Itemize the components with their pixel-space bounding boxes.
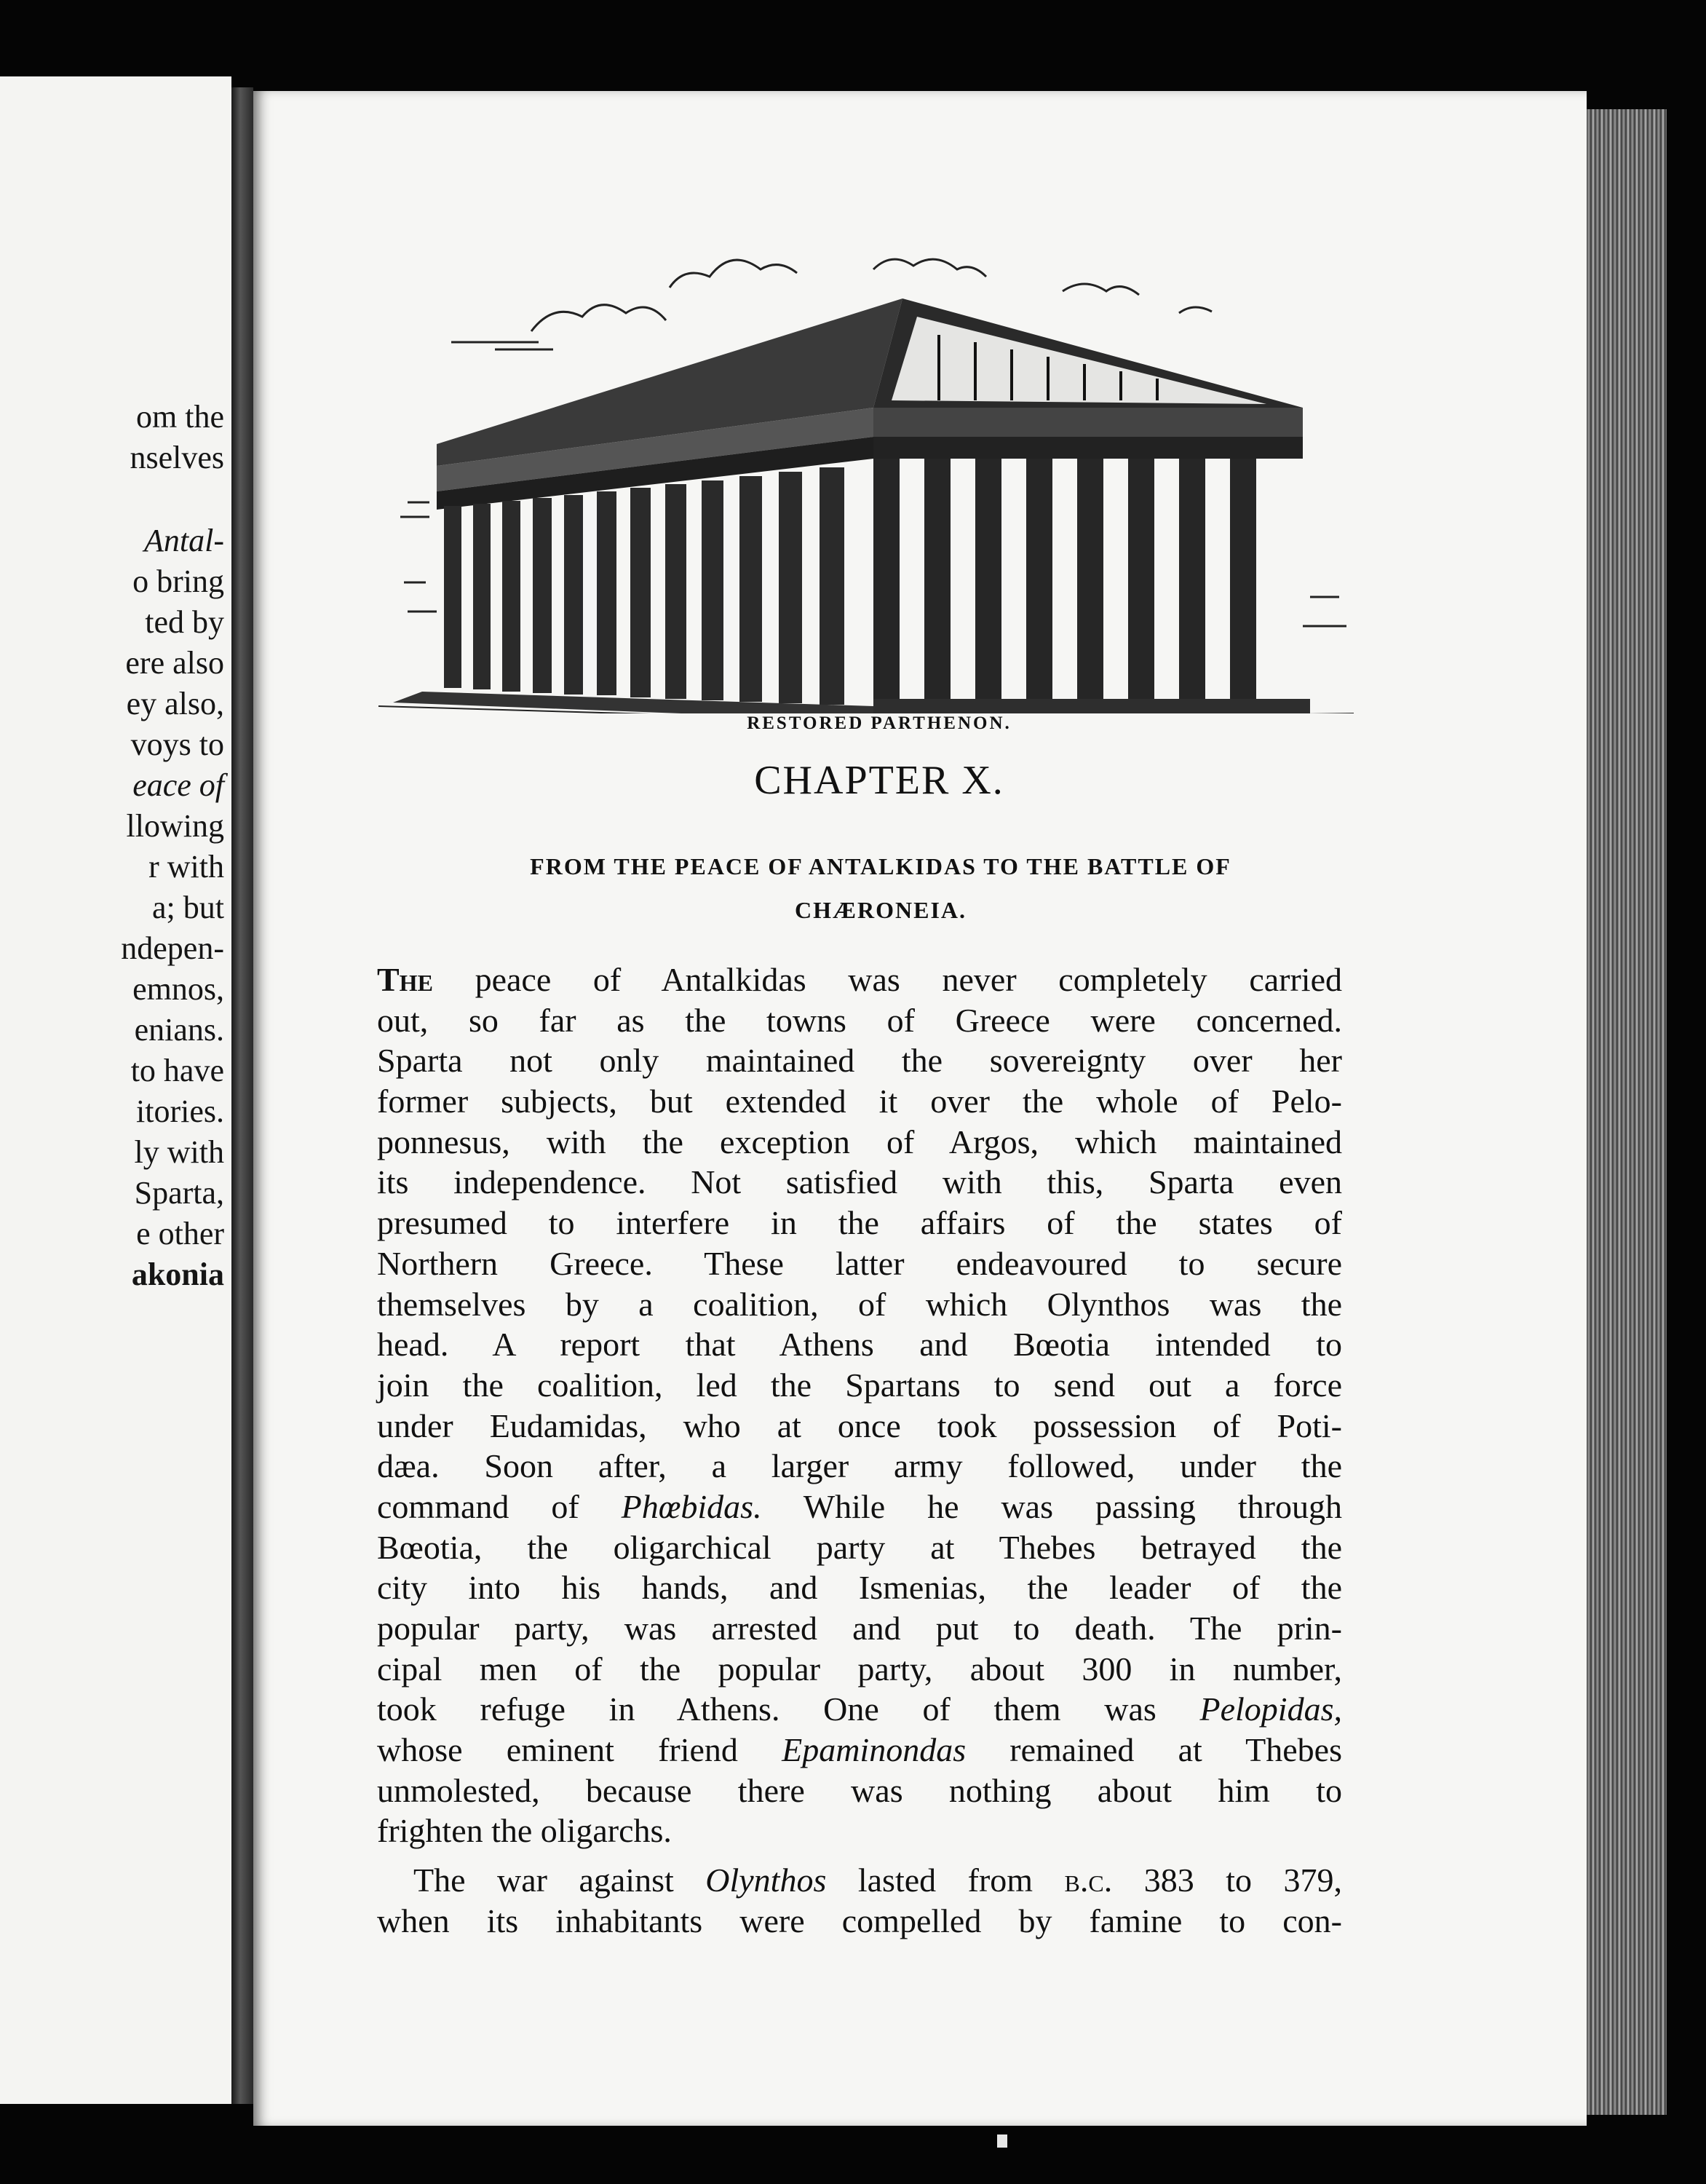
chapter-subtitle: [437, 844, 1325, 932]
text-line: ponnesus, with the exception of Argos, which maintained: [377, 1123, 1342, 1160]
left-line: enians.: [134, 1012, 224, 1048]
text-line: out, so far as the towns of Greece were concerned.: [377, 1001, 1342, 1039]
text-line: Sparta not only maintained the sovereignty over her: [377, 1042, 1342, 1080]
text-line: cipal men of the popular party, about 300 in number,: [377, 1650, 1342, 1688]
left-line: ly with: [134, 1134, 224, 1170]
text-line: [377, 1860, 1342, 1901]
chapter-subtitle-line: CHÆRONEIA.: [794, 897, 967, 923]
text-line: city into his hands, and Ismenias, the leader of the: [377, 1569, 1342, 1607]
page-edge: [1587, 109, 1667, 2115]
left-line: ted by: [145, 604, 224, 640]
left-line: Antal-: [144, 523, 224, 558]
left-line: akonia: [131, 1257, 224, 1292]
text-line: [377, 1487, 1342, 1527]
left-line: eace of: [132, 767, 224, 803]
left-line: r with: [148, 849, 224, 885]
text-line: former subjects, but extended it over the whole of Pelo-: [377, 1083, 1342, 1120]
text-segment: whose eminent friend: [377, 1731, 782, 1769]
text-segment: 383 to 379,: [1112, 1861, 1342, 1899]
text-line: [377, 1689, 1342, 1730]
text-segment: While he was passing through: [761, 1487, 1342, 1525]
left-page: [0, 76, 231, 2104]
text-line: its independence. Not satisfied with this, Sparta even: [377, 1163, 1342, 1201]
left-line: a; but: [152, 890, 224, 925]
text-line: [377, 1730, 1342, 1770]
left-line: Sparta,: [134, 1175, 224, 1211]
text-segment: took refuge in Athens. One of them was: [377, 1690, 1200, 1728]
text-line: themselves by a coalition, of which Olynthos was the: [377, 1285, 1342, 1323]
left-line: voys to: [130, 727, 224, 762]
text-segment: command of: [377, 1487, 622, 1525]
text-line: frighten the oligarchs.: [377, 1812, 672, 1850]
left-line: ndepen-: [121, 930, 224, 966]
left-line: itories.: [136, 1093, 224, 1129]
parthenon-illustration: [364, 218, 1383, 713]
text-italic: Olynthos: [705, 1861, 827, 1899]
left-line: llowing: [126, 808, 224, 844]
text-line: dæa. Soon after, a larger army followed, under the: [377, 1447, 1342, 1485]
left-line: emnos,: [132, 971, 224, 1007]
text-line: [377, 960, 1342, 1000]
text-line: unmolested, because there was nothing about him to: [377, 1771, 1342, 1809]
left-line: o bring: [132, 563, 224, 599]
text-smallcaps: b.c.: [1064, 1861, 1113, 1899]
text-line: head. A report that Athens and Bœotia intended to: [377, 1326, 1342, 1364]
text-segment: peace of Antalkidas was never completely carried: [432, 961, 1342, 998]
book-gutter: [231, 87, 253, 2104]
text-segment: remained at Thebes: [966, 1731, 1342, 1769]
text-segment: The war against: [413, 1861, 706, 1899]
text-segment: lasted from: [826, 1861, 1065, 1899]
body-text: [377, 960, 1342, 1942]
text-line: Bœotia, the oligarchical party at Thebes betrayed the: [377, 1528, 1342, 1566]
left-line: om the: [136, 399, 224, 435]
text-italic: Phœbidas.: [621, 1487, 762, 1525]
left-line: e other: [136, 1216, 224, 1251]
text-italic: Pelopidas,: [1199, 1690, 1342, 1728]
chapter-subtitle-line: FROM THE PEACE OF ANTALKIDAS TO THE BATTLE OF: [530, 853, 1231, 879]
left-line: to have: [130, 1053, 224, 1088]
scan-mark: [997, 2134, 1007, 2148]
left-line: nselves: [130, 440, 224, 475]
text-line: Northern Greece. These latter endeavoured to secure: [377, 1244, 1342, 1282]
text-italic: Epaminondas: [782, 1731, 967, 1769]
illustration-caption: RESTORED PARTHENON.: [747, 713, 1012, 733]
text-line: popular party, was arrested and put to death. The prin-: [377, 1610, 1342, 1647]
text-line: presumed to interfere in the affairs of the states of: [377, 1204, 1342, 1242]
text-line: under Eudamidas, who at once took possession of Poti-: [377, 1406, 1342, 1444]
text-line: join the coalition, led the Spartans to send out a force: [377, 1366, 1342, 1404]
chapter-title: CHAPTER X.: [754, 758, 1004, 803]
paragraph-lead: The: [377, 961, 433, 998]
left-line: ere also: [125, 645, 224, 681]
left-line: ey also,: [126, 686, 224, 721]
text-line: when its inhabitants were compelled by famine to con-: [377, 1902, 1342, 1939]
